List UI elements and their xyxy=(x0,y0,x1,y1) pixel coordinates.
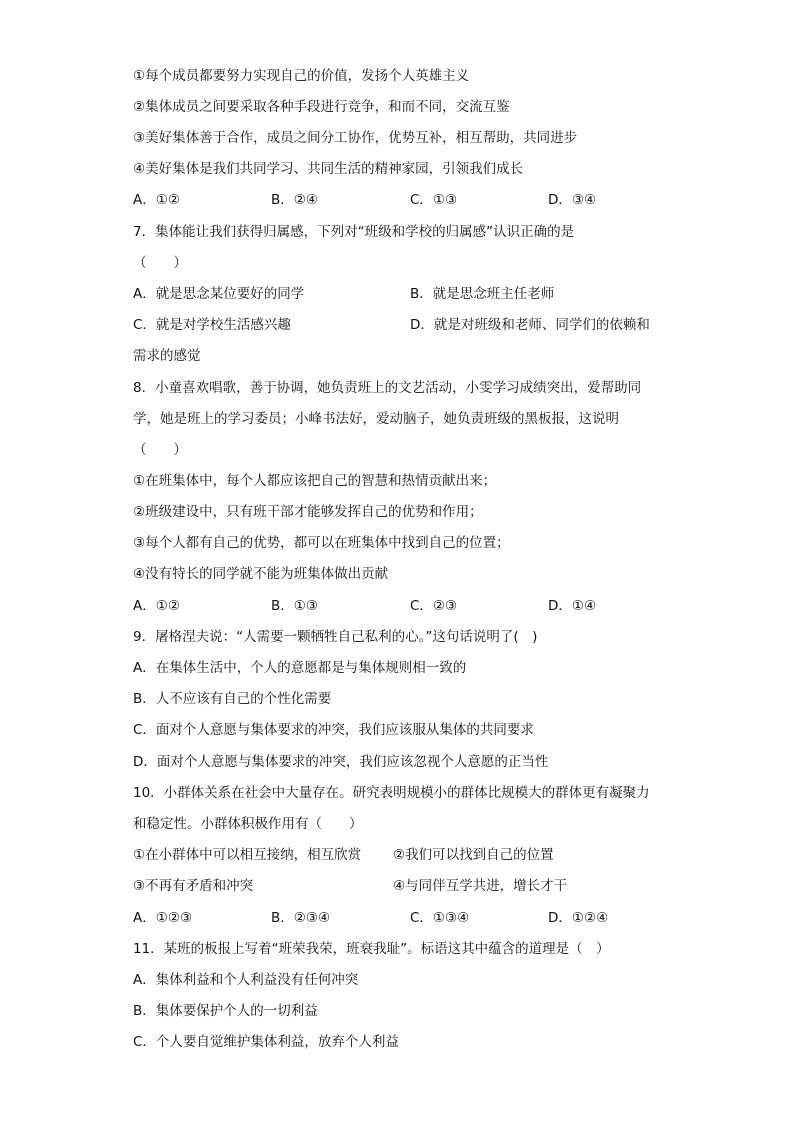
q10-option-a: A．①②③ xyxy=(133,910,193,926)
q9-option-d: D．面对个人意愿与集体要求的冲突，我们应该忽视个人意愿的正当性 xyxy=(133,754,549,770)
q10-items-row-2 xyxy=(133,876,673,896)
q10-option-b: B．②③④ xyxy=(271,910,331,926)
q10-option-d: D．①②④ xyxy=(548,910,609,926)
q10-options xyxy=(133,908,673,928)
q9-option-a: A．在集体生活中，个人的意愿都是与集体规则相一致的 xyxy=(133,660,467,676)
q6-statement-2: ②集体成员之间要采取各种手段进行竞争，和而不同，交流互鉴 xyxy=(133,99,510,115)
q6-statement-3: ③美好集体善于合作，成员之间分工协作，优势互补，相互帮助，共同进步 xyxy=(133,130,578,146)
q7-option-c: C．就是对学校生活感兴趣 xyxy=(133,317,291,333)
q6-option-d: D．③④ xyxy=(548,192,597,208)
q11-option-a: A．集体利益和个人利益没有任何冲突 xyxy=(133,972,359,988)
q10-stem-line-1: 10．小群体关系在社会中大量存在。研究表明规模小的群体比规模大的群体更有凝聚力 xyxy=(133,785,650,801)
q7-options-row-2 xyxy=(133,315,673,335)
q8-stem-line-1: 8．小童喜欢唱歌，善于协调，她负责班上的文艺活动，小雯学习成绩突出，爱帮助同 xyxy=(133,380,642,396)
q9-option-c: C．面对个人意愿与集体要求的冲突，我们应该服从集体的共同要求 xyxy=(133,722,534,738)
q11-option-b: B．集体要保护个人的一切利益 xyxy=(133,1003,318,1019)
q6-statement-4: ④美好集体是我们共同学习、共同生活的精神家园，引领我们成长 xyxy=(133,161,524,177)
q11-option-c: C．个人要自觉维护集体利益，放弃个人利益 xyxy=(133,1034,399,1050)
q6-option-c: C．①③ xyxy=(410,192,458,208)
q6-options xyxy=(133,190,673,210)
q8-option-c: C．②③ xyxy=(410,598,458,614)
q8-option-b: B．①③ xyxy=(271,598,318,614)
q10-option-c: C．①③④ xyxy=(410,910,470,926)
q8-statement-4: ④没有特长的同学就不能为班集体做出贡献 xyxy=(133,566,389,582)
q8-answer-blank: （ ） xyxy=(133,442,187,458)
q10-item-2: ②我们可以找到自己的位置 xyxy=(393,847,554,863)
q7-stem: 7．集体能让我们获得归属感，下列对“班级和学校的归属感”认识正确的是 xyxy=(133,224,575,240)
q8-statement-1: ①在班集体中，每个人都应该把自己的智慧和热情贡献出来； xyxy=(133,473,497,489)
q8-option-a: A．①② xyxy=(133,598,180,614)
q7-option-b: B．就是思念班主任老师 xyxy=(410,286,555,302)
q10-item-1: ①在小群体中可以相互接纳，相互欣赏 xyxy=(133,847,362,863)
q6-option-a: A．①② xyxy=(133,192,180,208)
q10-item-3: ③不再有矛盾和冲突 xyxy=(133,878,254,894)
q8-statement-3: ③每个人都有自己的优势，都可以在班集体中找到自己的位置； xyxy=(133,535,510,551)
q8-stem-line-2: 学，她是班上的学习委员；小峰书法好，爱动脑子，她负责班级的黑板报，这说明 xyxy=(133,411,619,427)
q8-statement-2: ②班级建设中，只有班干部才能够发挥自己的优势和作用； xyxy=(133,504,483,520)
q9-stem: 9．屠格涅夫说：“人需要一颗牺牲自己私利的心。”这句话说明了( ) xyxy=(133,629,538,645)
q9-option-b: B．人不应该有自己的个性化需要 xyxy=(133,691,332,707)
q6-statement-1: ①每个成员都要努力实现自己的价值，发扬个人英雄主义 xyxy=(133,68,470,84)
q10-items-row-1 xyxy=(133,845,673,865)
q8-option-d: D．①④ xyxy=(548,598,597,614)
q8-options xyxy=(133,596,673,616)
q7-options-row-1 xyxy=(133,284,673,304)
q7-answer-blank: （ ） xyxy=(133,255,187,271)
q10-stem-line-2: 和稳定性。小群体积极作用有（ ） xyxy=(133,816,363,832)
q6-option-b: B．②④ xyxy=(271,192,318,208)
q11-stem: 11．某班的板报上写着“班荣我荣，班衰我耻”。标语这其中蕴含的道理是（ ） xyxy=(133,941,610,957)
q7-option-a: A．就是思念某位要好的同学 xyxy=(133,286,305,302)
q10-item-4: ④与同伴互学共进，增长才干 xyxy=(393,878,568,894)
q7-option-d-wrap: 需求的感觉 xyxy=(133,348,201,364)
q7-option-d: D．就是对班级和老师、同学们的依赖和 xyxy=(410,317,650,333)
